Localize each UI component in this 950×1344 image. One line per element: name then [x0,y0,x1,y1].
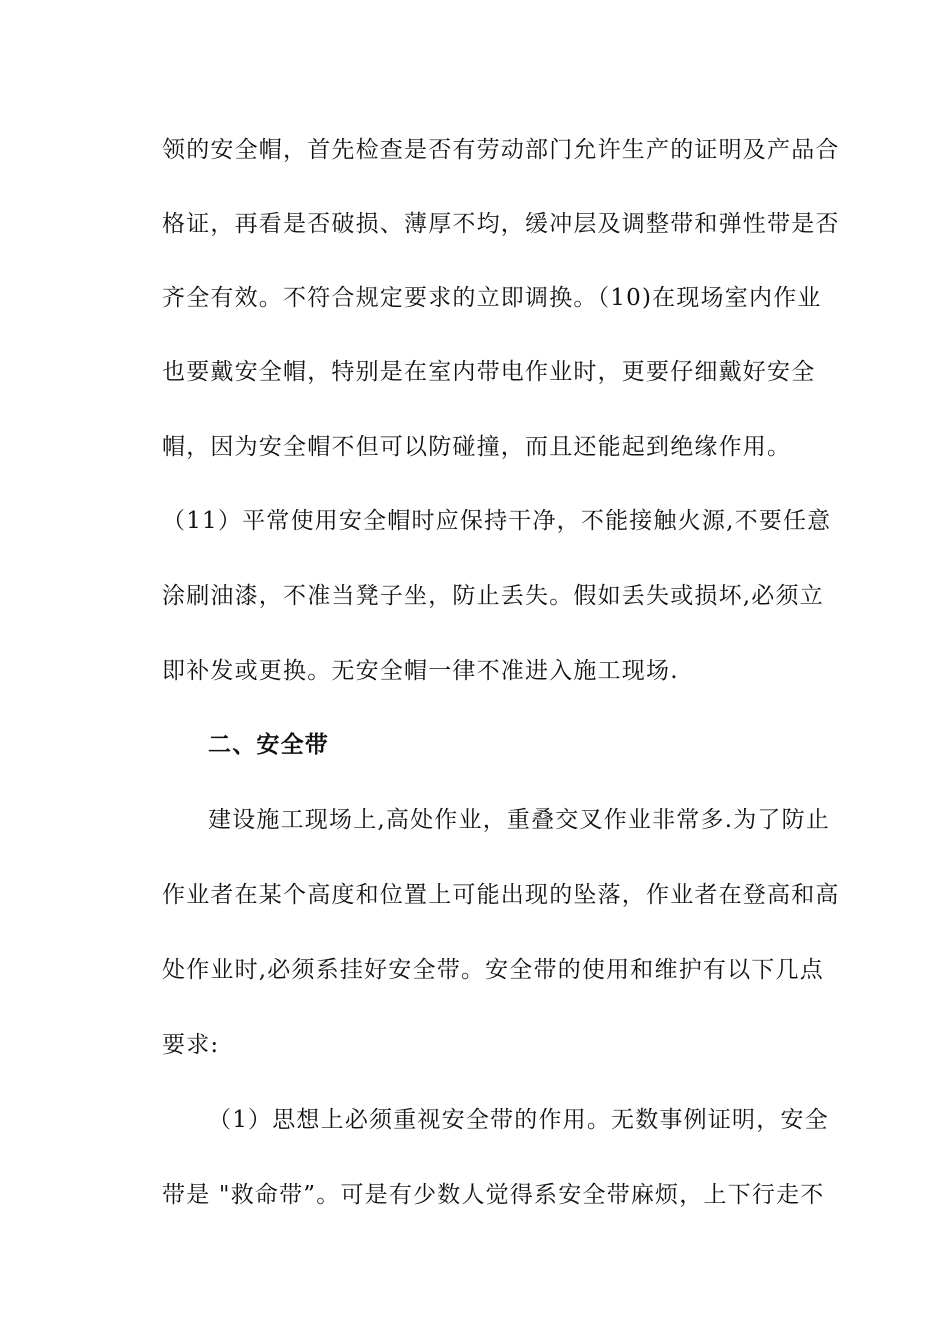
paragraph-line: 涂刷油漆，不准当凳子坐，防止丢失。假如丢失或损坏,必须立 [162,583,824,609]
paragraph-line: 帽，因为安全帽不但可以防碰撞，而且还能起到绝缘作用。 [162,434,792,460]
paragraph-line: 也要戴安全帽，特别是在室内带电作业时，更要仔细戴好安全 [162,359,816,385]
paragraph-line: 要求: [162,1032,220,1058]
paragraph-line: 建设施工现场上,高处作业，重叠交叉作业非常多.为了防止 [208,807,831,833]
paragraph-line: 齐全有效。不符合规定要求的立即调换。（10)在现场室内作业 [162,285,822,311]
paragraph-line: （11）平常使用安全帽时应保持干净，不能接触火源,不要任意 [162,508,832,534]
paragraph-line: 格证，再看是否破损、薄厚不均，缓冲层及调整带和弹性带是否 [162,211,840,237]
paragraph-line: 作业者在某个高度和位置上可能出现的坠落，作业者在登高和高 [162,882,840,908]
paragraph-line: 处作业时,必须系挂好安全带。安全带的使用和维护有以下几点 [162,957,824,983]
section-heading: 二、安全带 [208,731,329,758]
paragraph-line: 带是 "救命带”。可是有少数人觉得系安全带麻烦，上下行走不 [162,1182,825,1208]
paragraph-line: 即补发或更换。无安全帽一律不准进入施工现场. [162,658,679,684]
paragraph-line: （1）思想上必须重视安全带的作用。无数事例证明，安全 [208,1107,829,1133]
paragraph-line: 领的安全帽，首先检查是否有劳动部门允许生产的证明及产品合 [162,137,840,163]
